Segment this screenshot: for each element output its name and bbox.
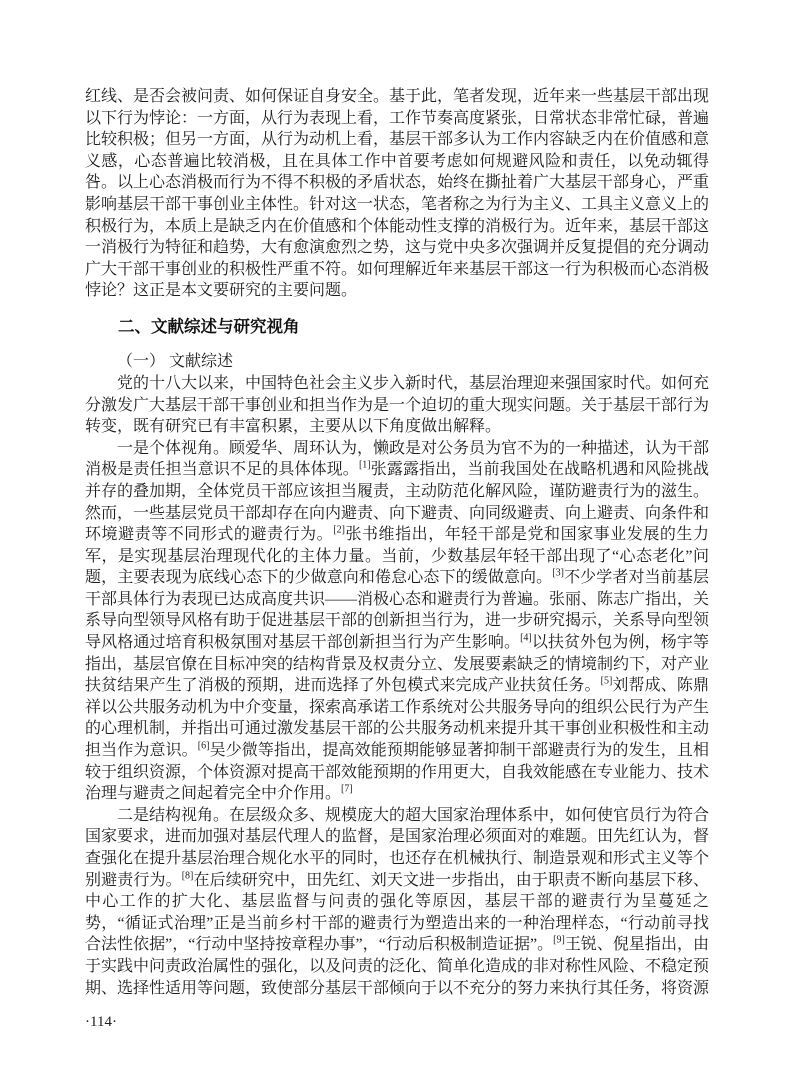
text-run: 在后续研究中，田先红、刘天文进一步指出，由于职责不断向基层下移、中心工作的扩大化、基层监督与问责的强化等原因，基层干部的避责行为呈蔓延之势，“循证式治理”正是当前乡村干部的避责行为塑造出来的一种治理样态，“行动前寻找合法性依据”，“行动中坚持按章程办事”，“行动后积极制造证据”。 [85,871,709,954]
text-run: 张书维指出，年轻干部是党和国家事业发展的生力军，是实现基层治理现代化的主体力量。当前，少数基层年轻干部出现了“心态老化”问题，主要表现为底线心态下的少做意向和倦怠心态下的缓做意向。 [85,526,709,587]
text-run: 一是个体视角。顾爱华、周环认为，懒政是对公务员为官不为的一种描述，认为干部消极是责任担当意识不足的具体体现。 [85,439,710,479]
page-number: ·114· [85,1014,117,1031]
text-run: 刘帮成、陈鼎祥以公共服务动机为中介变量，探索高承诺工作系统对公共服务导向的组织公民行为产生的心理机制，并指出可通过激发基层干部的公共服务动机来提升其干事创业积极性和主动担当作为意识。 [85,677,710,760]
reference-marker: [4] [520,632,532,644]
reference-marker: [1] [358,459,371,471]
text-run: 王锐、倪星指出，由于实践中问责政治属性的强化，以及问责的泛化、简单化造成的非对称性风险、不稳定预期、选择性适用等问题，致使部分基层干部倾向于以不充分的努力来执行其任务，将资源 [85,936,710,997]
paragraph [85,373,709,438]
reference-marker: [8] [181,870,194,882]
paragraph [85,805,709,999]
text-block [85,86,709,999]
reference-marker: [3] [552,567,564,579]
text-run: 张露露指出，当前我国处在战略机遇和风险挑战并存的叠加期，全体党员干部应该担当履责，主动防范化解风险，谨防避责行为的滋生。然而，一些基层党员干部却存在向内避责、向下避责、向同级避责、向上避责、向条件和环境避责等不同形式的避责行为。 [85,461,710,544]
subsection-heading: （一） 文献综述 [117,352,234,370]
text-run: 吴少微等指出，提高效能预期能够显著抑制干部避责行为的发生，且相较于组织资源，个体资源对提高干部效能预期的作用更大，自我效能感在专业能力、技术治理与避责之间起着完全中介作用。 [85,742,710,803]
text-run: 以扶贫外包为例，杨宇等指出，基层官僚在目标冲突的结构背景及权责分立、发展要素缺乏的情境制约下，对产业扶贫结果产生了消极的预期，进而选择了外包模式来完成产业扶贫任务。 [85,634,710,695]
text-run: 红线、是否会被问责、如何保证自身安全。基于此，笔者发现，近年来一些基层干部出现以下行为悖论：一方面，从行为表现上看，工作节奏高度紧张，日常状态非常忙碌，普遍比较积极；但另一方面，从行为动机上看，基层干部多认为工作内容缺乏内在价值感和意义感，心态普遍比较消极，且在具体工作中首要考虑如何规避风险和责任，以免动辄得咎。以上心态消极而行为不得不积极的矛盾状态，始终在撕扯着广大基层干部身心，严重影响基层干部干事创业主体性。针对这一状态，笔者称之为行为主义、工具主义意义上的积极行为，本质上是缺乏内在价值感和个体能动性支撑的消极行为。近年来，基层干部这一消极行为特征和趋势，大有愈演愈烈之势，这与党中央多次强调并反复提倡的充分调动广大干部干事创业的积极性严重不符。如何理解近年来基层干部这一行为积极而心态消极悖论？这正是本文要研究的主要问题。 [85,88,710,300]
text-run: 二是结构视角。在层级众多、规模庞大的超大国家治理体系中，如何使官员行为符合国家要求，进而加强对基层代理人的监督，是国家治理必须面对的难题。田先红认为，督查强化在提升基层治理合规化水平的同时，也还存在机械执行、制造景观和形式主义等个别避责行为。 [85,806,710,889]
paragraph [85,86,709,302]
text-run: 不少学者对当前基层干部具体行为表现已达成高度共识——消极心态和避责行为普遍。张丽、陈志广指出，关系导向型领导风格有助于促进基层干部的创新担当行为，进一步研究揭示，关系导向型领导风格通过培育积极氛围对基层干部创新担当行为产生影响。 [85,569,710,652]
reference-marker: [6] [197,740,210,752]
section-heading: 二、文献综述与研究视角 [118,317,300,336]
text-run: 党的十八大以来，中国特色社会主义步入新时代，基层治理迎来强国家时代。如何充分激发广大基层干部干事创业和担当作为是一个迫切的重大现实问题。关于基层干部行为转变，既有研究已有丰富积累，主要从以下角度做出解释。 [85,374,710,436]
reference-marker: [2] [333,524,345,536]
paragraph [85,438,709,805]
reference-marker: [9] [553,935,565,947]
reference-marker: [7] [341,783,353,795]
reference-marker: [5] [600,675,613,687]
